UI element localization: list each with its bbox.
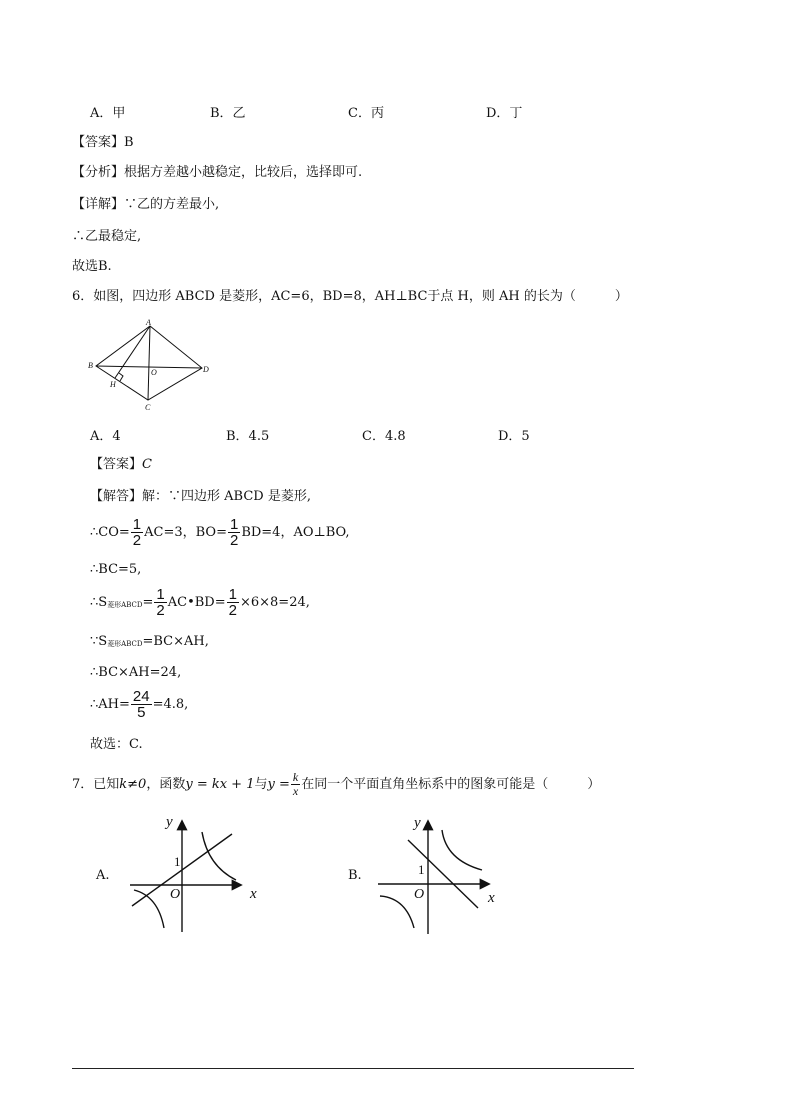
denominator: x [292,784,299,798]
expr-part: ×6×8=24, [239,595,310,610]
q6-stem: 6．如图，四边形 ABCD 是菱形，AC=6，BD=8，AH⊥BC于点 H，则 AH 的长为（ ） [72,289,628,304]
q6-line-2: ∴BC=5, [90,562,142,577]
expr-part: =4.8, [152,697,189,712]
hyperbola-branch-q3 [134,890,164,928]
q7-stem [72,768,600,802]
fraction [154,587,166,618]
solution-intro: 解：∵四边形 ABCD 是菱形, [142,489,311,504]
hyperbola-branch-q1 [202,832,236,880]
altitude-ah [115,326,150,378]
answer-tag: 【答案】 [72,135,125,150]
analysis-tag: 【分析】 [72,165,125,180]
denominator: 2 [228,602,237,619]
stem-text: 在同一个平面直角坐标系中的图象可能是（ ） [301,777,601,792]
axis-x-label: x [488,890,495,906]
q6-option-a: A．4 [90,429,121,444]
expr-part: AC=3，BO= [144,525,227,540]
q6-line-4 [90,633,209,653]
q6-option-b: B．4.5 [226,429,270,444]
q6-line-3 [90,586,310,622]
numerator: 24 [132,688,150,705]
detail-tag: 【详解】 [72,197,125,212]
denominator: 2 [132,532,142,549]
q7-graph-b [372,812,522,938]
q7-graph-a [124,810,274,936]
q5-detail [72,196,219,214]
condition: k≠0 [119,777,147,792]
axis-y-label: y [414,815,421,831]
right-angle-mark [119,373,123,381]
numerator: 1 [132,516,142,533]
axis-y-label: y [166,814,173,830]
answer-value: B [124,135,134,150]
analysis-text: 根据方差越小越稳定，比较后，选择即可. [124,165,363,180]
linear-function: y = kx + 1 [185,777,255,792]
q5-detail-line-3: 故选B. [72,259,112,274]
hyperbola-branch-q1 [442,830,482,870]
label-c: C [145,403,151,412]
q5-option-a: A．甲 [90,106,126,121]
expr-part: ∵S [90,634,108,649]
q6-option-d: D．5 [498,429,530,444]
expr-part: =BC×AH, [142,634,209,649]
expr-part: = [142,595,154,610]
origin-label: O [414,887,425,902]
label-b: B [88,361,93,370]
q6-line-6 [90,688,188,722]
expr-part: ∴S [90,595,108,610]
label-a: A [146,318,151,327]
fraction [228,517,240,548]
numerator: 1 [156,586,165,603]
numerator: 1 [228,586,237,603]
label-h: H [110,380,116,389]
rhombus-figure [82,316,222,416]
fraction [291,771,300,798]
denominator: 2 [229,532,239,549]
answer-tag: 【答案】 [90,457,143,472]
reciprocal-function-lhs: y = [267,777,290,792]
numerator: 1 [229,516,239,533]
q6-answer [90,456,152,474]
diagonal-ac [148,326,150,400]
numerator: k [292,770,299,784]
expr-part: ∴AH= [90,697,130,712]
q5-option-b: B．乙 [210,106,246,121]
footer-rule [72,1068,634,1069]
axis-x-label: x [250,886,257,902]
fraction [227,587,239,618]
q6-line-5: ∴BC×AH=24, [90,665,182,680]
q5-option-c: C．丙 [348,106,384,121]
subscript: 菱形ABCD [107,640,143,648]
detail-line-1: ∵乙的方差最小, [124,197,220,212]
q5-answer [72,134,134,152]
label-o: O [151,368,157,377]
fraction [131,689,152,720]
fraction [131,517,143,548]
stem-text: 与 [254,777,268,792]
answer-value: C [142,457,152,472]
q6-solution-intro [90,488,311,506]
q6-line-1 [90,516,350,550]
expr-part: AC•BD= [167,595,226,610]
q5-option-d: D．丁 [486,106,523,121]
origin-label: O [170,887,181,902]
q6-conclusion: 故选：C. [90,737,143,752]
expr-part: BD=4，AO⊥BO, [241,525,350,540]
q5-detail-line-2: ∴乙最稳定, [72,229,142,244]
label-d: D [203,365,209,374]
stem-text: ，函数 [146,777,186,792]
stem-text: 7．已知 [72,777,120,792]
denominator: 2 [156,602,165,619]
q5-analysis [72,164,362,182]
intercept-label: 1 [418,862,425,877]
q7-option-a-label: A. [96,868,110,883]
denominator: 5 [137,704,146,721]
solution-tag: 【解答】 [90,489,143,504]
hyperbola-branch-q3 [380,896,414,928]
q7-option-b-label: B. [348,868,362,883]
expr-part: ∴CO= [90,525,130,540]
intercept-label: 1 [174,854,181,869]
subscript: 菱形ABCD [107,601,143,609]
q6-option-c: C．4.8 [362,429,406,444]
